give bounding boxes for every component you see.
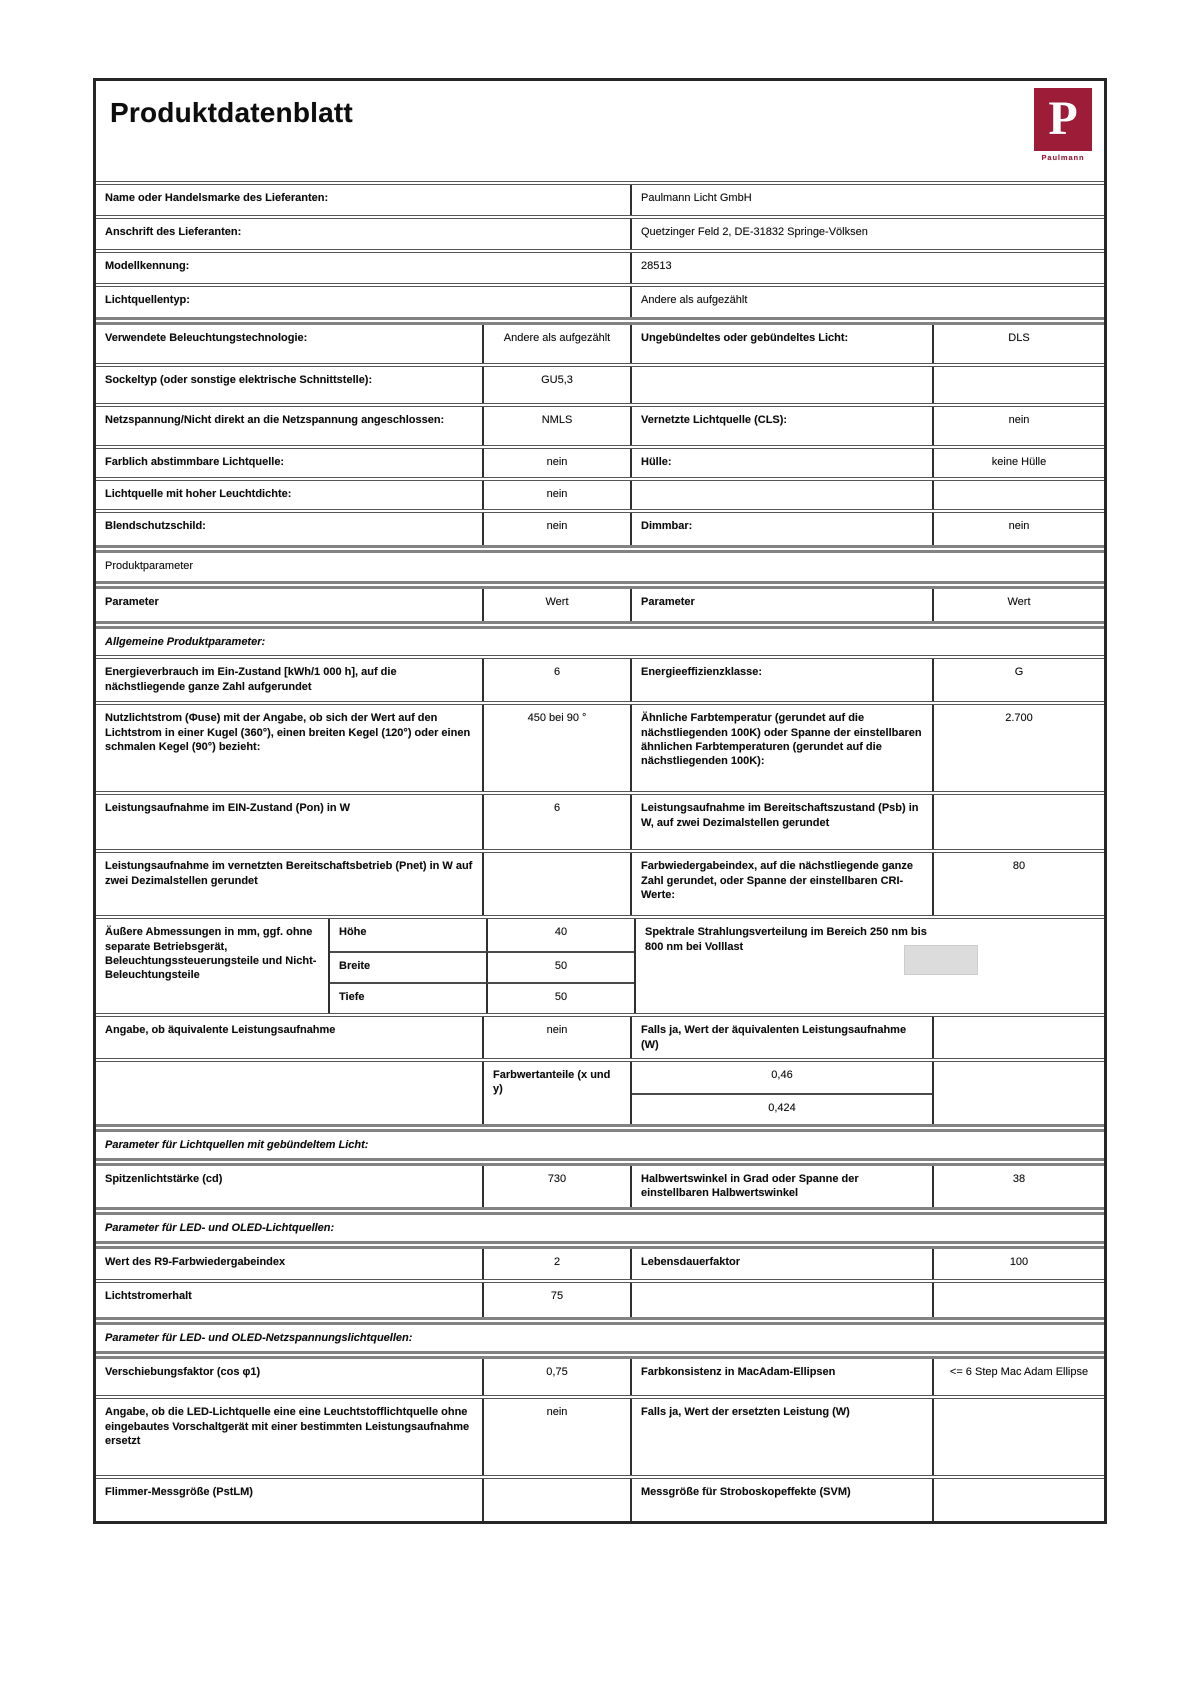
paulmann-logo bbox=[1034, 88, 1092, 162]
param-value: 0,75 bbox=[482, 1359, 630, 1395]
spectral-cell bbox=[634, 919, 1104, 1013]
param-label bbox=[630, 481, 932, 509]
param-label bbox=[630, 1283, 932, 1317]
page-title: Produktdatenblatt bbox=[110, 97, 353, 128]
param-label: Äußere Abmessungen in mm, ggf. ohne separate Betriebsgerät, Beleuchtungssteuerungsteile und Nicht-Beleuchtungsteile bbox=[105, 926, 317, 982]
param-value: nein bbox=[932, 407, 1104, 445]
param-label: Blendschutzschild: bbox=[105, 520, 206, 532]
section-heading: Parameter für LED- und OLED-Netzspannungslichtquellen: bbox=[105, 1332, 413, 1345]
param-label: Spitzenlichtstärke (cd) bbox=[105, 1173, 223, 1186]
dimension-name: Tiefe bbox=[330, 982, 486, 1013]
param-label bbox=[630, 367, 932, 403]
param-value: 730 bbox=[482, 1166, 630, 1207]
param-value: 2 bbox=[482, 1249, 630, 1279]
param-label: Angabe, ob äquivalente Leistungsaufnahme bbox=[105, 1024, 336, 1037]
table-row bbox=[96, 363, 1104, 403]
table-row bbox=[96, 655, 1104, 701]
section-heading-row bbox=[96, 545, 1104, 581]
param-label: Angabe, ob die LED-Lichtquelle eine eine Leuchtstofflichtquelle ohne eingebautes Vorschaltgerät mit einer bestimmten Leistungsaufnahme ersetzt bbox=[105, 1406, 470, 1447]
param-value bbox=[932, 367, 1104, 403]
param-label: Energieeffizienzklasse: bbox=[630, 659, 932, 701]
param-value bbox=[932, 1479, 1104, 1521]
column-header: Parameter bbox=[105, 596, 159, 608]
table-row bbox=[96, 445, 1104, 477]
table-row bbox=[96, 1475, 1104, 1521]
table-row bbox=[96, 791, 1104, 849]
param-label: Farblich abstimmbare Lichtquelle: bbox=[105, 456, 285, 468]
table-row bbox=[96, 1351, 1104, 1395]
table-row bbox=[96, 1279, 1104, 1317]
empty-cell bbox=[96, 1062, 482, 1124]
param-value bbox=[932, 1283, 1104, 1317]
column-header: Wert bbox=[932, 589, 1104, 621]
param-label: Messgröße für Stroboskopeffekte (SVM) bbox=[630, 1479, 932, 1521]
table-row bbox=[96, 1013, 1104, 1058]
param-value: 100 bbox=[932, 1249, 1104, 1279]
row-label: Modellkennung: bbox=[105, 260, 190, 272]
param-label: Hülle: bbox=[630, 449, 932, 477]
param-value: nein bbox=[482, 1399, 630, 1475]
param-value: nein bbox=[482, 513, 630, 545]
table-row bbox=[96, 249, 1104, 283]
column-header-row bbox=[96, 581, 1104, 621]
param-value: 6 bbox=[482, 659, 630, 701]
chromaticity-y: 0,424 bbox=[632, 1093, 932, 1124]
row-value: 28513 bbox=[630, 253, 1104, 283]
spectral-distribution-image bbox=[904, 945, 978, 975]
param-label: Verschiebungsfaktor (cos φ1) bbox=[105, 1366, 261, 1379]
param-label: Ähnliche Farbtemperatur (gerundet auf die nächstliegenden 100K) oder Spanne der einstellbaren ähnlichen Farbtemperaturen (gerundet auf die nächstliegenden 100K): bbox=[630, 705, 932, 791]
param-label: Falls ja, Wert der äquivalenten Leistungsaufnahme (W) bbox=[630, 1017, 932, 1058]
dimension-name: Höhe bbox=[339, 926, 367, 939]
table-row bbox=[96, 849, 1104, 915]
param-label: Wert des R9-Farbwiedergabeindex bbox=[105, 1256, 286, 1269]
dimensions-subtable bbox=[328, 919, 634, 1013]
param-value: nein bbox=[482, 1017, 630, 1058]
param-label: Leistungsaufnahme im EIN-Zustand (Pon) in W bbox=[105, 802, 351, 815]
param-value: <= 6 Step Mac Adam Ellipse bbox=[932, 1359, 1104, 1395]
section-heading: Produktparameter bbox=[105, 560, 194, 572]
param-value: 6 bbox=[482, 795, 630, 849]
param-value: NMLS bbox=[482, 407, 630, 445]
table-row bbox=[96, 1158, 1104, 1207]
param-label: Energieverbrauch im Ein-Zustand [kWh/1 000 h], auf die nächstliegende ganze Zahl aufgerundet bbox=[105, 666, 397, 693]
row-value: Andere als aufgezählt bbox=[630, 287, 1104, 317]
row-value: Quetzinger Feld 2, DE-31832 Springe-Völksen bbox=[630, 219, 1104, 249]
table-row bbox=[96, 1395, 1104, 1475]
param-value: Andere als aufgezählt bbox=[482, 325, 630, 363]
logo-p-icon: P bbox=[1034, 88, 1092, 151]
param-value: keine Hülle bbox=[932, 449, 1104, 477]
param-label: Lebensdauerfaktor bbox=[630, 1249, 932, 1279]
empty-cell bbox=[932, 1062, 1104, 1124]
param-value: DLS bbox=[932, 325, 1104, 363]
section-heading: Allgemeine Produktparameter: bbox=[105, 636, 266, 648]
dimension-name: Breite bbox=[330, 951, 486, 982]
table-row bbox=[96, 283, 1104, 317]
datasheet-header bbox=[96, 81, 1104, 181]
row-value: Paulmann Licht GmbH bbox=[630, 185, 1104, 215]
row-label: Anschrift des Lieferanten: bbox=[105, 226, 242, 238]
chromaticity-x: 0,46 bbox=[771, 1068, 793, 1081]
param-value bbox=[932, 481, 1104, 509]
param-value: nein bbox=[482, 449, 630, 477]
dimension-value: 50 bbox=[486, 982, 634, 1013]
column-header: Parameter bbox=[630, 589, 932, 621]
param-label: Leistungsaufnahme im Bereitschaftszustand (Psb) in W, auf zwei Dezimalstellen gerundet bbox=[630, 795, 932, 849]
logo-brand-text: Paulmann bbox=[1041, 153, 1085, 162]
chromaticity-values bbox=[630, 1062, 932, 1124]
param-value bbox=[932, 1399, 1104, 1475]
table-row bbox=[96, 317, 1104, 363]
param-label: Flimmer-Messgröße (PstLM) bbox=[105, 1486, 253, 1499]
section-heading-row bbox=[96, 621, 1104, 655]
table-row bbox=[96, 509, 1104, 545]
param-label: Leistungsaufnahme im vernetzten Bereitschaftsbetrieb (Pnet) in W auf zwei Dezimalstellen gerundet bbox=[105, 860, 473, 887]
param-value: 450 bei 90 ° bbox=[482, 705, 630, 791]
param-value: 75 bbox=[482, 1283, 630, 1317]
dimension-value: 50 bbox=[486, 951, 634, 982]
table-row bbox=[96, 477, 1104, 509]
dimensions-row bbox=[96, 915, 1104, 1013]
param-label: Dimmbar: bbox=[630, 513, 932, 545]
table-row bbox=[96, 181, 1104, 215]
table-row bbox=[96, 403, 1104, 445]
row-label: Lichtquellentyp: bbox=[105, 294, 190, 306]
section-heading-row bbox=[96, 1317, 1104, 1351]
param-value: 2.700 bbox=[932, 705, 1104, 791]
section-heading-row bbox=[96, 1124, 1104, 1158]
section-heading-row bbox=[96, 1207, 1104, 1241]
param-label: Halbwertswinkel in Grad oder Spanne der einstellbaren Halbwertswinkel bbox=[630, 1166, 932, 1207]
section-heading: Parameter für LED- und OLED-Lichtquellen: bbox=[105, 1221, 335, 1234]
param-value: GU5,3 bbox=[482, 367, 630, 403]
param-label: Sockeltyp (oder sonstige elektrische Schnittstelle): bbox=[105, 374, 373, 386]
param-value: G bbox=[932, 659, 1104, 701]
section-heading: Parameter für Lichtquellen mit gebündeltem Licht: bbox=[105, 1138, 369, 1151]
param-label: Farbwertanteile (x und y) bbox=[482, 1062, 630, 1124]
param-value bbox=[932, 795, 1104, 849]
dimension-value: 40 bbox=[486, 919, 634, 950]
param-value: 80 bbox=[932, 853, 1104, 915]
table-row bbox=[96, 701, 1104, 791]
param-value bbox=[482, 1479, 630, 1521]
param-label: Nutzlichtstrom (Φuse) mit der Angabe, ob sich der Wert auf den Lichtstrom in einer Kugel (360°), einen breiten Kegel (120°) oder einen schmalen Kegel (90°) bezieht: bbox=[105, 712, 471, 753]
table-row bbox=[96, 215, 1104, 249]
param-value: nein bbox=[932, 513, 1104, 545]
param-value bbox=[932, 1017, 1104, 1058]
row-label: Name oder Handelsmarke des Lieferanten: bbox=[105, 192, 329, 204]
param-label: Ungebündeltes oder gebündeltes Licht: bbox=[630, 325, 932, 363]
chromaticity-row bbox=[96, 1058, 1104, 1124]
param-value bbox=[482, 853, 630, 915]
column-header: Wert bbox=[482, 589, 630, 621]
param-label: Farbwiedergabeindex, auf die nächstliegende ganze Zahl gerundet, oder Spanne der einstellbaren CRI-Werte: bbox=[630, 853, 932, 915]
table-row bbox=[96, 1241, 1104, 1279]
param-value: 38 bbox=[932, 1166, 1104, 1207]
param-label: Lichtstromerhalt bbox=[105, 1290, 192, 1303]
param-label: Lichtquelle mit hoher Leuchtdichte: bbox=[105, 488, 292, 500]
param-label: Verwendete Beleuchtungstechnologie: bbox=[105, 332, 308, 344]
product-datasheet bbox=[93, 78, 1107, 1524]
param-label: Netzspannung/Nicht direkt an die Netzspannung angeschlossen: bbox=[105, 414, 445, 426]
param-value: nein bbox=[482, 481, 630, 509]
param-label: Spektrale Strahlungsverteilung im Bereich 250 nm bis 800 nm bei Volllast bbox=[645, 926, 927, 953]
param-label: Farbkonsistenz in MacAdam-Ellipsen bbox=[630, 1359, 932, 1395]
param-label: Vernetzte Lichtquelle (CLS): bbox=[630, 407, 932, 445]
param-label: Falls ja, Wert der ersetzten Leistung (W) bbox=[630, 1399, 932, 1475]
